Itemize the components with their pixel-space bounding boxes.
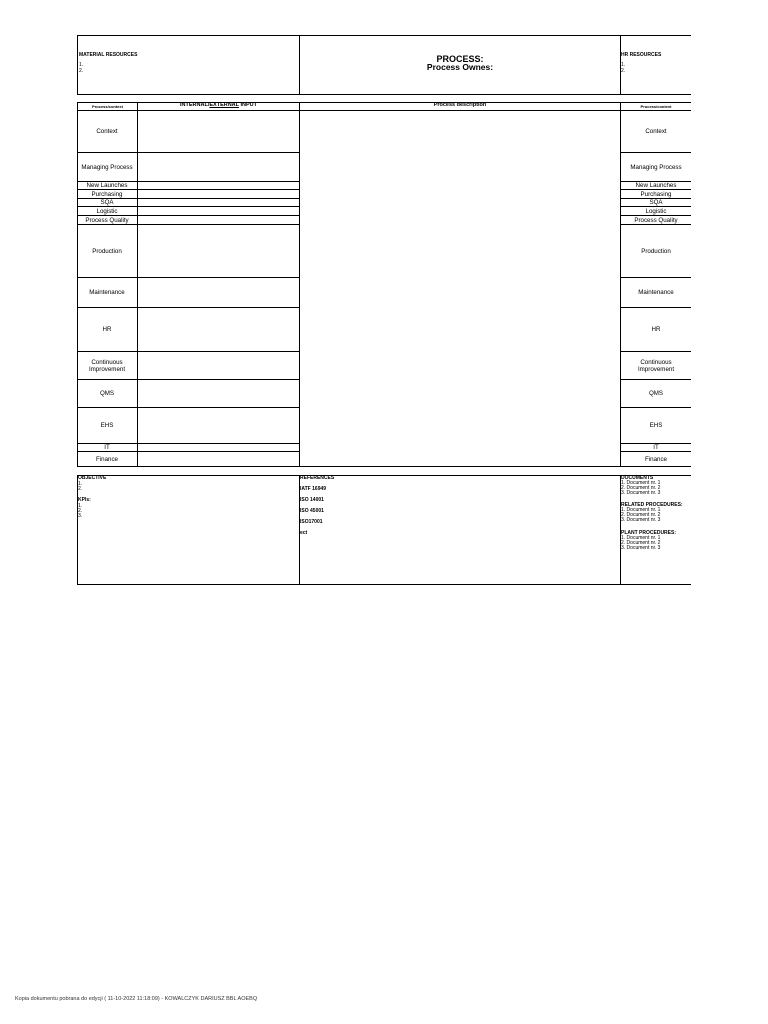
col-header-right: Process/context (640, 104, 672, 109)
col-header-description: Process description (433, 102, 487, 108)
kpi-item: 3. (78, 513, 83, 519)
row-label-qms: QMS (648, 390, 664, 397)
reference-item: ISO 14001 (300, 497, 324, 503)
row-label-continuous-improvement: Continuous Improvement (88, 358, 126, 373)
row-label-purchasing: Purchasing (91, 190, 123, 198)
row-label-it: IT (104, 444, 110, 451)
kpi-item: 2. (78, 508, 83, 514)
kpis-label: KPIs: (78, 497, 91, 503)
documents-label: DOCUMENTS (621, 475, 654, 481)
plant-procedure-item: 1. Document nr. 1 (621, 535, 661, 541)
row-label-qms: QMS (99, 390, 115, 397)
row-label-finance: Finance (644, 455, 667, 463)
objective-label: OBJECTIVE (78, 475, 107, 481)
row-label-hr: HR (102, 326, 112, 333)
row-label-context: Context (645, 128, 667, 135)
material-resources-item: 2. (79, 68, 84, 74)
reference-item: ect (300, 530, 308, 536)
row-label-new-launches: New Launches (86, 182, 128, 189)
document-item: 1. Document nr. 1 (621, 480, 661, 486)
row-label-maintenance: Maintenance (89, 289, 125, 296)
row-label-maintenance: Maintenance (638, 289, 674, 296)
row-label-managing-process: Managing Process (630, 163, 682, 171)
process-owner: Process Ownes: (426, 62, 494, 72)
reference-item: ISO 45001 (300, 508, 324, 514)
related-procedure-item: 1. Document nr. 1 (621, 507, 661, 513)
row-label-managing-process: Managing Process (81, 163, 133, 171)
row-label-sqa: SQA (100, 199, 114, 206)
related-procedure-item: 2. Document nr. 2 (621, 512, 661, 518)
page-footer-note: Kopia dokumentu pobrana do edycji ( 11-10-2022 11:18:09) - KOWALCZYK DARIUSZ BBL AOEBQ (15, 996, 258, 1002)
process-title: PROCESS: (436, 54, 484, 64)
plant-procedure-item: 3. Document nr. 3 (621, 545, 661, 551)
row-label-hr: HR (651, 326, 661, 333)
row-label-production: Production (92, 247, 122, 255)
row-label-context: Context (96, 128, 118, 135)
row-label-finance: Finance (95, 455, 118, 463)
row-label-ehs: EHS (100, 422, 114, 429)
row-label-continuous-improvement: Continuous Improvement (637, 358, 675, 373)
reference-item: ISO17001 (300, 519, 323, 525)
related-procedure-item: 3. Document nr. 3 (621, 517, 661, 523)
plant-procedure-item: 2. Document nr. 2 (621, 540, 661, 546)
row-label-production: Production (641, 247, 671, 255)
hr-resources-label: HR RESOURCES (621, 52, 662, 58)
material-resources-label: MATERIAL RESOURCES (79, 52, 138, 58)
hr-resources-item: 2. (621, 68, 626, 74)
row-label-new-launches: New Launches (635, 182, 677, 189)
col-header-input: INTERNAL/EXTERNAL INPUT (180, 102, 257, 108)
row-label-process-quality: Process Quality (634, 216, 678, 224)
related-procedures-label: RELATED PROCEDURES: (621, 502, 683, 508)
row-label-it: IT (653, 444, 659, 451)
row-label-sqa: SQA (649, 199, 663, 206)
row-label-ehs: EHS (649, 422, 663, 429)
references-label: REFERENCES (300, 475, 335, 481)
row-label-logistic: Logistic (645, 207, 667, 215)
document-item: 3. Document nr. 3 (621, 490, 661, 496)
material-resources-item: 1. (79, 62, 84, 68)
col-header-left: Process/context (92, 104, 123, 109)
kpi-item: 1. (78, 503, 83, 509)
row-label-logistic: Logistic (96, 207, 118, 215)
row-label-purchasing: Purchasing (640, 190, 672, 198)
document-item: 2. Document nr. 2 (621, 485, 661, 491)
objective-item: 2. (78, 486, 83, 492)
objective-item: 1. (78, 481, 83, 487)
row-label-process-quality: Process Quality (85, 216, 129, 224)
hr-resources-item: 1. (621, 62, 626, 68)
reference-item: IATF 16949 (300, 486, 327, 492)
plant-procedures-label: PLANT PROCEDURES: (621, 530, 677, 536)
